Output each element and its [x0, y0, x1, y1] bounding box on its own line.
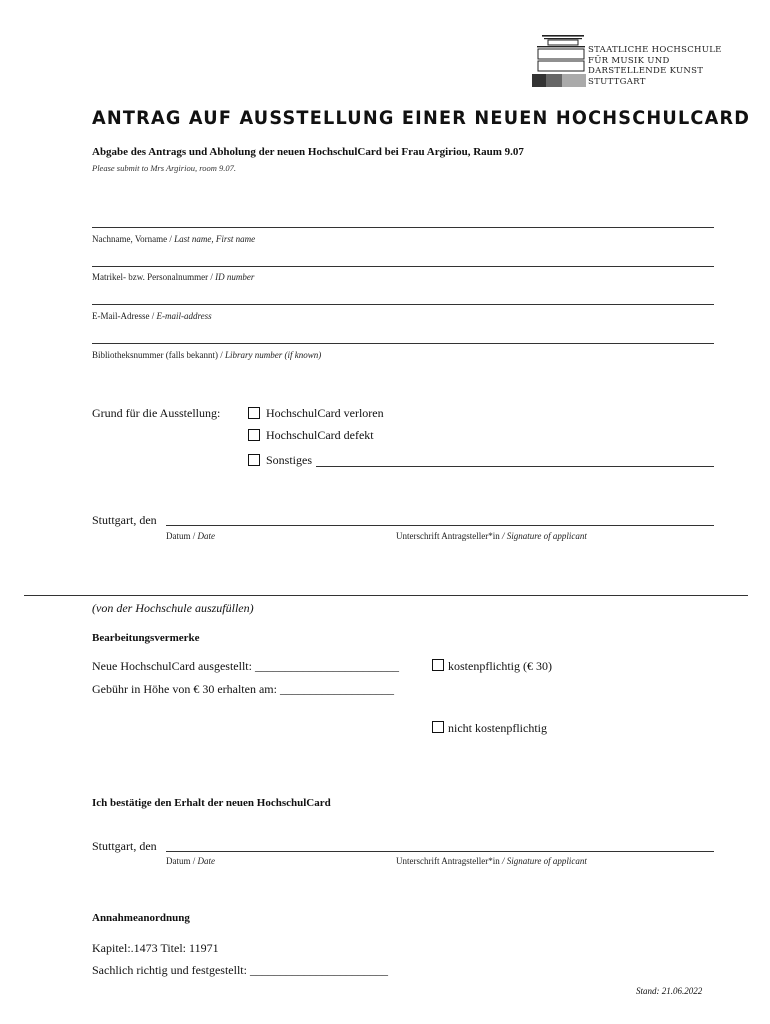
charged-checkbox[interactable] [432, 659, 444, 671]
processing-notes-heading: Bearbeitungsvermerke [92, 632, 200, 644]
office-use-note: (von der Hochschule auszufüllen) [92, 601, 254, 615]
library-number-line[interactable] [92, 343, 714, 344]
other-option-label: Sonstiges [266, 453, 313, 467]
logo [532, 34, 722, 89]
lost-checkbox[interactable] [248, 407, 260, 419]
charged-label: kostenpflichtig (€ 30) [448, 659, 552, 673]
confirm-date-signature-line[interactable] [166, 851, 714, 852]
library-number-field-label: Bibliotheksnummer (falls bekannt) / Library number (if known) [92, 350, 322, 360]
free-label: nicht kostenpflichtig [448, 721, 547, 735]
confirm-date-caption: Datum / Date [166, 856, 215, 866]
name-field-label: Nachname, Vorname / Last name, First name [92, 234, 256, 244]
logo-line-4: STUTTGART [588, 76, 646, 87]
confirm-signature-caption: Unterschrift Antragsteller*in / Signature of applicant [396, 856, 587, 866]
reason-label: Grund für die Ausstellung: [92, 406, 221, 420]
signature-caption: Unterschrift Antragsteller*in / Signature of applicant [396, 531, 587, 541]
logo-line-1: STAATLICHE HOCHSCHULE [588, 45, 722, 55]
defective-checkbox[interactable] [248, 429, 260, 441]
budget-chapter-title: Kapitel:.1473 Titel: 11971 [92, 941, 219, 955]
name-line[interactable] [92, 227, 714, 228]
receipt-confirmation-heading: Ich bestätige den Erhalt der neuen HochschulCard [92, 797, 331, 809]
logo-line-2: FÜR MUSIK UND [588, 55, 670, 66]
other-checkbox[interactable] [248, 454, 260, 466]
lost-option-label: HochschulCard verloren [266, 406, 384, 420]
page-title: ANTRAG AUF AUSSTELLUNG EINER NEUEN HOCHSCHULCARD [92, 107, 751, 129]
submission-note-en: Please submit to Mrs Argiriou, room 9.07. [92, 163, 236, 173]
factually-correct-field: Sachlich richtig und festgestellt: _______________________ [92, 963, 388, 977]
revision-date: Stand: 21.06.2022 [636, 986, 703, 996]
defective-option-label: HochschulCard defekt [266, 428, 374, 442]
fee-received-field: Gebühr in Höhe von € 30 erhalten am: ___________________ [92, 682, 394, 696]
free-checkbox[interactable] [432, 721, 444, 733]
date-signature-line[interactable] [166, 525, 714, 526]
id-number-line[interactable] [92, 266, 714, 267]
section-divider [24, 595, 748, 596]
card-issued-field: Neue HochschulCard ausgestellt: ________________________ [92, 659, 399, 673]
date-caption: Datum / Date [166, 531, 215, 541]
email-field-label: E-Mail-Adresse / E-mail-address [92, 311, 212, 321]
logo-mark [532, 34, 588, 88]
confirm-place-date-label: Stuttgart, den [92, 839, 157, 853]
email-line[interactable] [92, 304, 714, 305]
submission-note: Abgabe des Antrags und Abholung der neuen HochschulCard bei Frau Argiriou, Raum 9.07 [92, 146, 524, 158]
logo-line-3: DARSTELLENDE KUNST [588, 66, 704, 76]
other-reason-line[interactable] [316, 466, 714, 467]
acceptance-order-heading: Annahmeanordnung [92, 912, 190, 924]
place-date-label: Stuttgart, den [92, 513, 157, 527]
id-number-field-label: Matrikel- bzw. Personalnummer / ID number [92, 272, 255, 282]
